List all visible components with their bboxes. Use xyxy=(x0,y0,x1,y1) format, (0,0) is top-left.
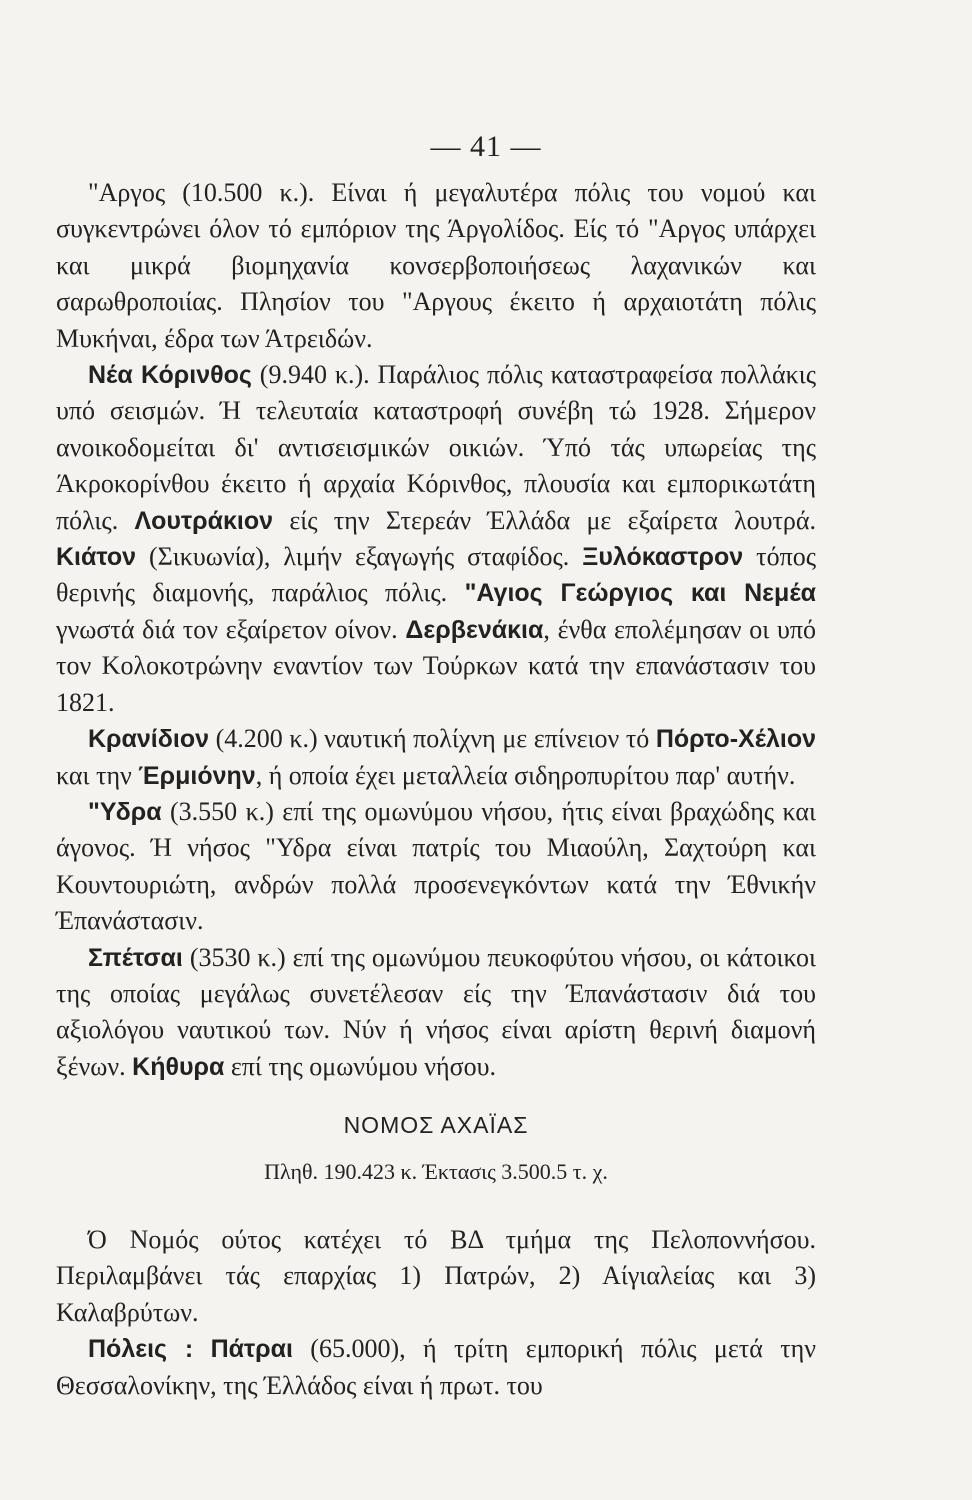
text-run xyxy=(193,1334,210,1363)
bold-term: Πάτραι xyxy=(210,1335,293,1364)
text-run: (65.000), ή τρίτη εμπορική πόλις μετά την Θεσσαλονίκην, της Έλλάδος είναι ή πρωτ. του xyxy=(56,1334,817,1400)
bold-term: Δερβενάκια xyxy=(405,615,544,644)
bold-term: Έρμιόνην xyxy=(138,761,256,790)
text-run: (Σικυωνία), λιμήν εξαγωγής σταφίδος. xyxy=(136,542,583,572)
page-number: — 41 — xyxy=(430,130,542,163)
text-run: (9.940 κ.). Παράλιος πόλις καταστραφείσα πολλάκις υπό σεισμών. Ή τελευταία καταστροφή συνέβη τώ 1928. Σήμερον ανοικοδομείται δι' αντισεισμικών οικιών. Ύπό τάς υπωρείας της Άκροκορίνθου έκειτο ή αρχαία Κόρινθος, πλουσία και εμπορικωτάτη πόλις. xyxy=(56,360,817,535)
section-stats: Πληθ. 190.423 κ. Έκτασις 3.500.5 τ. χ. xyxy=(264,1158,608,1184)
bold-term: Λουτράκιον xyxy=(134,506,274,535)
text-run: , ένθα επολέμησαν οι υπό τον Κολοκοτρώνην εναντίον των Τούρκων κατά την επανάστασιν του 1821. xyxy=(56,614,816,717)
bold-term: Κήθυρα xyxy=(132,1052,225,1081)
text-run: (3.550 κ.) επί της ομωνύμου νήσου, ήτις είναι βραχώδης και άγονος. Ή νήσος "Υδρα είναι πατρίς του Μιαούλη, Σαχτούρη και Κουντουριώτη, ανδρών πολλά προσενεγκόντων κατά την Έθνικήν Έπανάστασιν. xyxy=(56,796,816,936)
paragraph-korinthos xyxy=(56,357,816,721)
text-run: γνωστά διά τον εξαίρετον οίνον. xyxy=(56,614,406,644)
bold-term: Σπέτσαι xyxy=(88,943,183,972)
paragraph-argos xyxy=(56,175,816,357)
paragraph-ydra xyxy=(56,794,816,940)
paragraph-group xyxy=(56,175,816,1085)
paragraph-kranidion xyxy=(56,721,816,794)
bold-term: Κιάτον xyxy=(56,543,137,572)
paragraph-nomos xyxy=(56,1222,816,1331)
text-run: επί της ομωνύμου νήσου. xyxy=(224,1051,496,1081)
bold-term: "Υδρα xyxy=(88,797,162,826)
section-heading: ΝΟΜΟΣ ΑΧΑΪΑΣ xyxy=(343,1112,529,1139)
bold-term: Νέα Κόρινθος xyxy=(88,361,252,390)
paragraph-spetsai xyxy=(56,940,816,1086)
bold-term: Ξυλόκαστρον xyxy=(582,543,744,572)
text-run: είς την Στερεάν Έλλάδα με εξαίρετα λουτρά. xyxy=(273,505,816,535)
bold-term: Πόλεις : xyxy=(88,1335,194,1364)
text-run: και την xyxy=(56,760,139,790)
document-body xyxy=(56,175,816,1404)
text-run: (4.200 κ.) ναυτική πολίχνη με επίνειον τό xyxy=(209,724,656,754)
paragraph-poleis xyxy=(56,1331,816,1404)
text-run: , ή οποία έχει μεταλλεία σιδηροπυρίτου παρ' αυτήν. xyxy=(255,760,796,790)
text-run: "Αργος (10.500 κ.). Είναι ή μεγαλυτέρα πόλις του νομού και συγκεντρώνει όλον τό εμπόριον της Άργολίδος. Είς τό "Αργος υπάρχει και μικρά βιομηχανία κονσερβοποιήσεως λαχανικών και σαρωθροποιίας. Πλησίον του "Αργους έκειτο ή αρχαιοτάτη πόλις Μυκήναι, έδρα των Άτρειδών. xyxy=(56,178,816,353)
text-run: Ό Νομός ούτος κατέχει τό ΒΔ τμήμα της Πελοποννήσου. Περιλαμβάνει τάς επαρχίας 1) Πατρών, 2) Αίγιαλείας και 3) Καλαβρύτων. xyxy=(56,1224,816,1327)
bold-term: "Αγιος Γεώργιος και Νεμέα xyxy=(464,579,816,608)
text-run: (3530 κ.) επί της ομωνύμου πευκοφύτου νήσου, οι κάτοικοι της οποίας μεγάλως συνετέλεσαν είς την Έπανάστασιν διά του αξιολόγου ναυτικού των. Νύν ή νήσος είναι αρίστη θερινή διαμονή ξένων. xyxy=(56,942,816,1081)
bold-term: Πόρτο-Χέλιον xyxy=(655,725,816,754)
text-run: τόπος θερινής διαμονής, παράλιος πόλις. xyxy=(56,542,817,608)
bold-term: Κρανίδιον xyxy=(88,725,210,754)
paragraph-group xyxy=(56,1222,816,1404)
